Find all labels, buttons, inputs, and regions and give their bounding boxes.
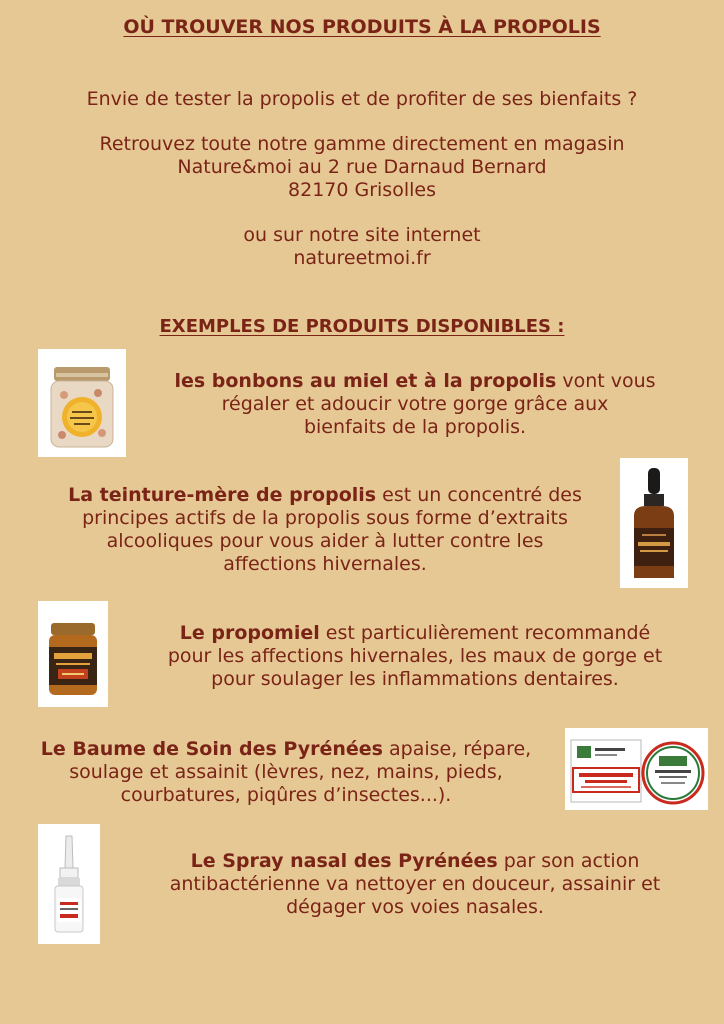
page-title: OÙ TROUVER NOS PRODUITS À LA PROPOLIS [123, 16, 601, 38]
product-candy-text: les bonbons au miel et à la propolis vont vous régaler et adoucir votre gorge grâce aux bienfaits de la propolis. [174, 370, 656, 438]
products-title: EXEMPLES DE PRODUITS DISPONIBLES : [159, 316, 565, 337]
store-info [0, 133, 724, 202]
store-line-3: 82170 Grisolles [288, 179, 436, 201]
product-tincture-text: La teinture-mère de propolis est un concentré des principes actifs de la propolis sous forme d’extraits alcooliques pour vous aider à lutter contre les affections hivernales. [68, 484, 582, 575]
website-link[interactable]: natureetmoi.fr [293, 247, 431, 269]
dropper-bottle-icon [620, 458, 688, 588]
nasal-spray-icon [38, 824, 100, 944]
product-name: les bonbons au miel et à la propolis [174, 370, 557, 392]
product-spray-text: Le Spray nasal des Pyrénées par son action antibactérienne va nettoyer en douceur, assainir et dégager vos voies nasales. [169, 850, 661, 918]
web-line-1: ou sur notre site internet [243, 224, 481, 246]
candy-jar-icon [38, 349, 126, 457]
web-info [0, 224, 724, 270]
balm-tin-icon [565, 728, 708, 810]
product-name: Le Baume de Soin des Pyrénées [40, 738, 383, 760]
product-name: Le propomiel [179, 622, 320, 644]
product-propomiel-text: Le propomiel est particulièrement recommandé pour les affections hivernales, les maux de gorge et pour soulager les inflammations dentaires. [167, 622, 663, 690]
honey-jar-icon [38, 601, 108, 707]
product-name: Le Spray nasal des Pyrénées [190, 850, 498, 872]
store-line-2: Nature&moi au 2 rue Darnaud Bernard [177, 156, 547, 178]
intro-question: Envie de tester la propolis et de profiter de ses bienfaits ? [86, 88, 638, 110]
product-name: La teinture-mère de propolis [68, 484, 377, 506]
store-line-1: Retrouvez toute notre gamme directement en magasin [99, 133, 625, 155]
product-balm-text: Le Baume de Soin des Pyrénées apaise, répare, soulage et assainit (lèvres, nez, mains, pieds, courbatures, piqûres d’insectes...). [40, 738, 532, 806]
